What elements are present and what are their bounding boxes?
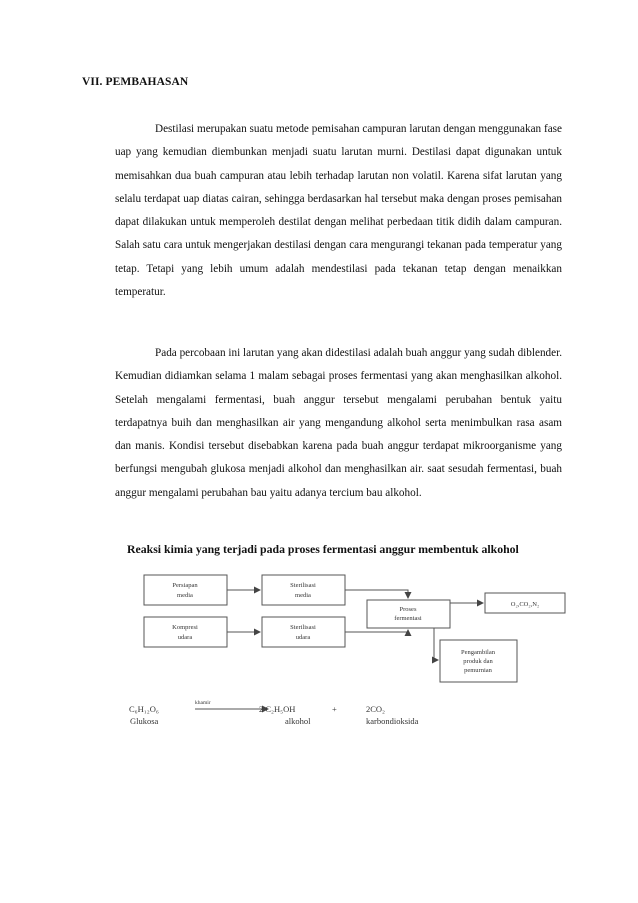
paragraph-2-text: Pada percobaan ini larutan yang akan didestilasi adalah buah anggur yang sudah diblender. Kemudian didiamkan selama 1 malam sebagai proses fermentasi yang akan menghasilkan alkohol. Setelah mengalami fermentasi, buah anggur tersebut mengalami perubahan bentuk yaitu terdapatnya buih dan menghasilkan air yang mengandung alkohol serta menimbulkan rasa asam dan manis. Kondisi tersebut disebabkan karena pada buah anggur terdapat mikroorganisme yang berfungsi mengubah glukosa menjadi alkohol dan menghasilkan air. saat sesudah fermentasi, buah anggur mengalami perubahan bau yaitu adanya tercium bau alkohol.: [115, 347, 562, 499]
reaction-product2-name: karbondioksida: [366, 716, 419, 726]
pengambilan-line-2: produk dan: [463, 658, 493, 665]
paragraph-1-text: Destilasi merupakan suatu metode pemisahan campuran larutan dengan menggunakan fase uap yang kemudian diembunkan menjadi suatu larutan murni. Destilasi dapat digunakan untuk memisahkan dua buah campuran atau lebih terhadap larutan non volatil. Karena sifat larutan yang selalu terdapat uap diatas cairan, sehingga berdasarkan hal tersebut maka dengan proses pemisahan dapat dilakukan untuk memperoleh destilat dengan melihat perbedaan titik didih dalam campuran. Salah satu cara untuk mengerjakan destilasi dengan cara mengurangi tekanan pada temperatur yang tetap. Tetapi yang lebih umum adalah mendestilasi pada tekanan tetap dengan menaikkan temperatur.: [115, 123, 562, 299]
box-proses-fermentasi: [367, 600, 450, 628]
pengambilan-line-1: Pengambilan: [461, 649, 495, 656]
persiapan-line-2: media: [177, 592, 193, 599]
persiapan-line-1: Persiapan: [172, 582, 198, 589]
sterilisasi-media-line-1: Sterilisasi: [290, 582, 316, 589]
reaction-product1-formula: 2 C₂H₅OH: [259, 704, 296, 714]
sterilisasi-udara-line-1: Sterilisasi: [290, 624, 316, 631]
box-sterilisasi-media: [262, 575, 345, 605]
box-persiapan-media: [144, 575, 227, 605]
arrow-proses-pengambilan: [434, 628, 438, 660]
reaction-reactant-formula: C₆H₁₂O₆: [129, 704, 159, 714]
kompresi-line-2: udara: [177, 634, 193, 641]
kompresi-line-1: Kompresi: [172, 624, 198, 631]
output-gas-label: O₂,CO₂,N₂: [510, 601, 540, 608]
sterilisasi-udara-line-2: udara: [295, 634, 311, 641]
proses-line-1: Proses: [399, 606, 417, 613]
reaction-product2-formula: 2CO₂: [366, 704, 386, 714]
pengambilan-line-3: pemurnian: [464, 667, 492, 674]
reaction-reactant-name: Glukosa: [130, 716, 159, 726]
box-kompresi-udara: [144, 617, 227, 647]
arrow-udara-proses: [345, 630, 408, 632]
section-heading: VII. PEMBAHASAN: [82, 76, 189, 88]
reaction-plus: +: [332, 704, 337, 714]
reaction-catalyst: khamir: [195, 700, 211, 706]
figure-caption: Reaksi kimia yang terjadi pada proses fermentasi anggur membentuk alkohol: [127, 542, 519, 556]
arrow-sterilisasi-proses: [345, 590, 408, 598]
proses-line-2: fermentasi: [394, 615, 422, 622]
reaction-product1-name: alkohol: [285, 716, 311, 726]
sterilisasi-media-line-2: media: [295, 592, 311, 599]
box-sterilisasi-udara: [262, 617, 345, 647]
